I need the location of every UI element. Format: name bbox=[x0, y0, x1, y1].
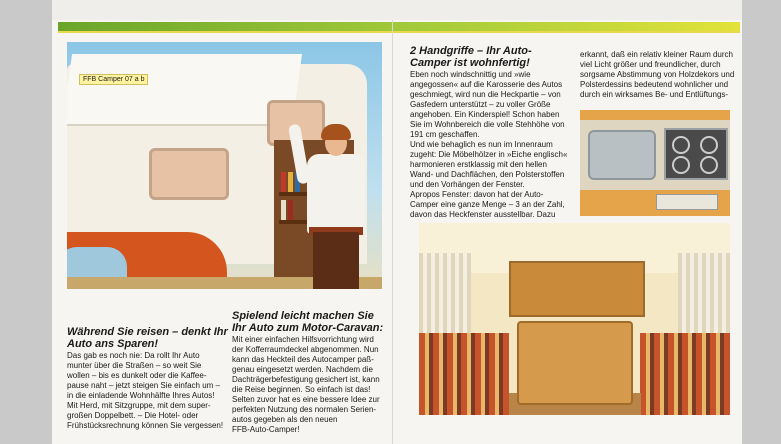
section1-line: Frühstücksrechnung können Sie vergessen! bbox=[67, 421, 224, 430]
book bbox=[281, 200, 286, 220]
stove-knobs bbox=[656, 194, 718, 210]
sink bbox=[588, 130, 656, 180]
section3-line: Und wie behaglich es nun im Innenraum bbox=[410, 140, 553, 149]
section1-line: Mit Herd, mit Sitzgruppe, mit dem super- bbox=[67, 401, 211, 410]
section3-line: angegossen« auf die Karosserie des Autos bbox=[410, 80, 563, 89]
header-green-bar bbox=[58, 22, 740, 31]
interior-photo bbox=[419, 223, 730, 415]
section3-heading: 2 Handgriffe – Ihr Auto-Camper ist wohnfertig! bbox=[410, 45, 532, 69]
section2-heading: Spielend leicht machen Sie Ihr Auto zum Motor-Caravan: bbox=[232, 310, 384, 334]
person-body bbox=[307, 154, 365, 234]
section3-line: Sie im Wohnbereich die volle Stehhöhe von bbox=[410, 120, 565, 129]
camper-side-window bbox=[149, 148, 229, 200]
section1-line: Das gab es noch nie: Da rollt Ihr Auto bbox=[67, 351, 200, 360]
section2-line: kann das Heckteil des Autocamper paß- bbox=[232, 355, 374, 364]
stove bbox=[664, 128, 728, 180]
bench-left bbox=[419, 333, 509, 415]
section2-line: Dachträgerbefestigung gesichert ist, kann bbox=[232, 375, 380, 384]
section2-line: die Reise beginnen. So einfach ist das! bbox=[232, 385, 371, 394]
image-label: FFB Camper 07 a b bbox=[79, 74, 148, 85]
header-yellow-line bbox=[58, 31, 740, 33]
section3-line: zugeht: Die Möbelhölzer in »Eiche englisch« bbox=[410, 150, 568, 159]
brochure-page bbox=[52, 0, 742, 444]
section4-line: erkannt, daß ein relativ kleiner Raum durch bbox=[580, 50, 733, 59]
section3-line: Wand- und Dachflächen, den Polsterstoffen bbox=[410, 170, 565, 179]
section4-line: Polsterdessins bedeutend wohnlicher und bbox=[580, 80, 729, 89]
book bbox=[281, 172, 286, 192]
dining-table bbox=[517, 321, 633, 405]
section4-line: viel Licht größer und freundlicher, durch bbox=[580, 60, 721, 69]
person-legs bbox=[313, 232, 359, 289]
section2-line: autos gegeben als den neuen bbox=[232, 415, 338, 424]
section1-line: großen Doppelbett. – Die Hotel- oder bbox=[67, 411, 199, 420]
section3-line: geschmiegt, wird nun die Heckpartie – von bbox=[410, 90, 561, 99]
section2-line: genau eingesetzt werden. Nachdem die bbox=[232, 365, 373, 374]
rear-cabinet bbox=[509, 261, 645, 317]
section3-line: Gasfedern unterstützt – zu voller Größe bbox=[410, 100, 551, 109]
section2-line: Selten zuvor hat es eine bessere Idee zur bbox=[232, 395, 380, 404]
book bbox=[288, 200, 293, 220]
section2-line: FFB-Auto-Camper! bbox=[232, 425, 300, 434]
top-strip bbox=[52, 0, 742, 20]
section2-line: der Kofferraumdeckel abgenommen. Nun bbox=[232, 345, 379, 354]
doorway-shelf bbox=[279, 192, 307, 196]
section3-line: Eben noch windschnittig und »wie bbox=[410, 70, 531, 79]
section1-line: wollen – bis es dunkelt oder die Kaffee- bbox=[67, 371, 207, 380]
section4-line: sorgsame Abstimmung von Holzdekors und bbox=[580, 70, 735, 79]
burner bbox=[700, 156, 718, 174]
burner bbox=[672, 156, 690, 174]
book bbox=[288, 172, 293, 192]
section3-line: davon das Heckfenster ausstellbar. Dazu bbox=[410, 210, 556, 219]
section3-line: Apropos Fenster: davon hat der Auto- bbox=[410, 190, 544, 199]
person-hair bbox=[321, 124, 351, 140]
kitchen-photo bbox=[580, 110, 730, 216]
section3-line: und den Vorhängen der Fenster. bbox=[410, 180, 525, 189]
section2-line: perfekten Nutzung des normalen Serien- bbox=[232, 405, 377, 414]
camper-illustration bbox=[67, 42, 382, 289]
section2-line: Mit einer einfachen Hilfsvorrichtung wird bbox=[232, 335, 374, 344]
section3-line: angehoben. Ein Kinderspiel! Schon haben bbox=[410, 110, 560, 119]
page-fold bbox=[392, 20, 393, 444]
section4-line: durch ein wirksames Be- und Entlüftungs- bbox=[580, 90, 729, 99]
burner bbox=[700, 136, 718, 154]
section1-heading: Während Sie reisen – denkt Ihr Auto ans Sparen! bbox=[67, 326, 228, 350]
bench-right bbox=[640, 333, 730, 415]
section3-line: Camper eine ganze Menge – 3 an der Zahl, bbox=[410, 200, 565, 209]
section1-line: in die einladende Wohnhälfte Ihres Autos! bbox=[67, 391, 215, 400]
section3-line: 191 cm geschaffen. bbox=[410, 130, 480, 139]
section3-line: harmonieren erstklassig mit den hellen bbox=[410, 160, 547, 169]
section1-line: pause naht – jetzt steigen Sie einfach um – bbox=[67, 381, 220, 390]
section1-line: munter über die Straßen – so weit Sie bbox=[67, 361, 202, 370]
doorway-shelf bbox=[279, 220, 307, 224]
burner bbox=[672, 136, 690, 154]
